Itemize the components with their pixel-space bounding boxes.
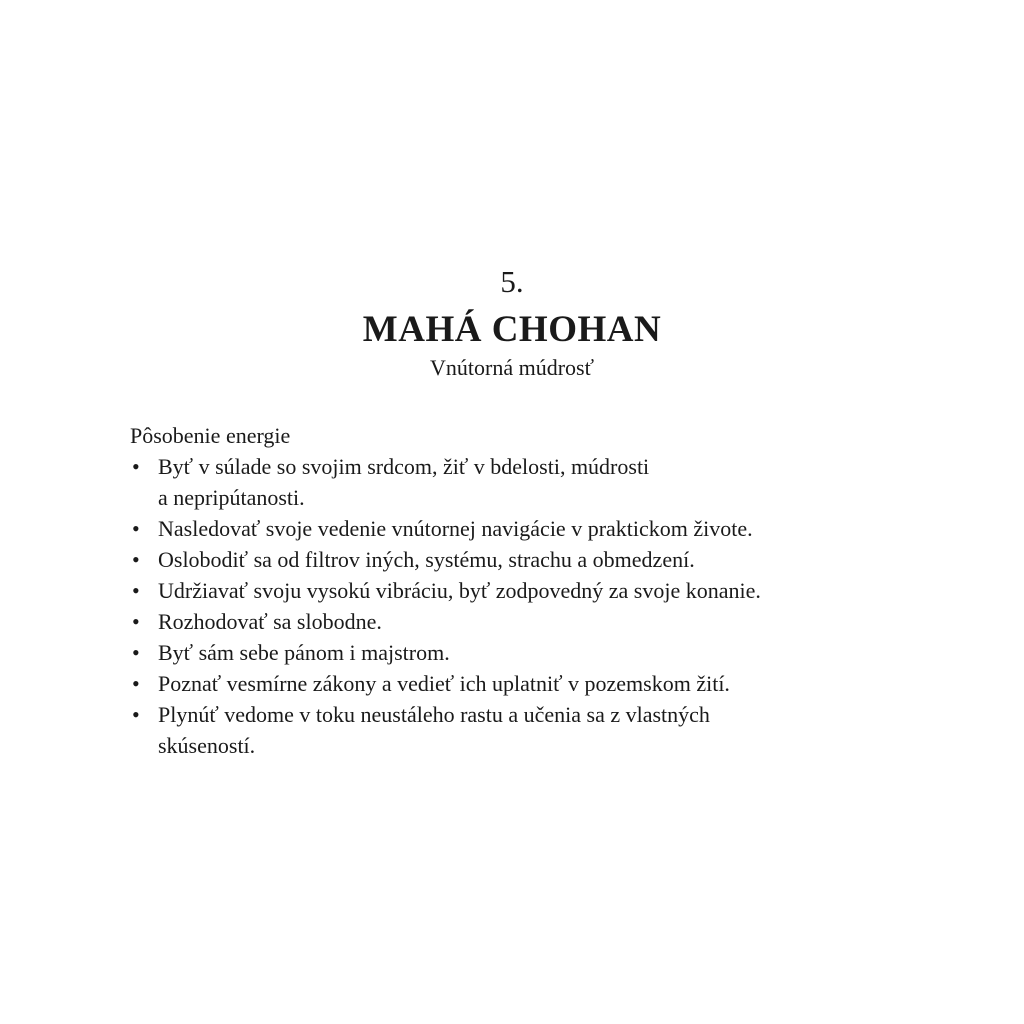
list-item [130,513,910,544]
bullet-icon: • [132,516,140,541]
bullet-icon: • [132,609,140,634]
list-item-line: a nepripútanosti. [158,485,305,510]
list-item [130,699,910,761]
bullet-icon: • [132,702,140,727]
bullet-icon: • [132,671,140,696]
list-item-line: Plynúť vedome v toku neustáleho rastu a učenia sa z vlastných [158,702,710,727]
bullet-icon: • [132,578,140,603]
list-item [130,575,910,606]
list-item-line: Byť v súlade so svojim srdcom, žiť v bdelosti, múdrosti [158,454,650,479]
list-item-line: Rozhodovať sa slobodne. [158,609,382,634]
bullet-icon: • [132,547,140,572]
bullet-icon: • [132,640,140,665]
list-item-line: Udržiavať svoju vysokú vibráciu, byť zodpovedný za svoje konanie. [158,578,761,603]
list-item [130,606,910,637]
list-item [130,668,910,699]
card-subtitle: Vnútorná múdrosť [430,355,594,380]
energy-section [130,420,910,761]
list-item [130,451,910,513]
list-item [130,544,910,575]
bullet-icon: • [132,454,140,479]
card-title: MAHÁ CHOHAN [362,309,662,350]
list-item [130,637,910,668]
list-item-line: Poznať vesmírne zákony a vedieť ich uplatniť v pozemskom žití. [158,671,730,696]
list-item-line: Nasledovať svoje vedenie vnútornej navigácie v praktickom živote. [158,516,753,541]
list-item-line: skúseností. [158,733,256,758]
list-item-line: Byť sám sebe pánom i majstrom. [158,640,450,665]
energy-list [130,451,910,761]
section-title: Pôsobenie energie [130,423,291,448]
list-item-line: Oslobodiť sa od filtrov iných, systému, strachu a obmedzení. [158,547,695,572]
card-number: 5. [500,264,524,299]
